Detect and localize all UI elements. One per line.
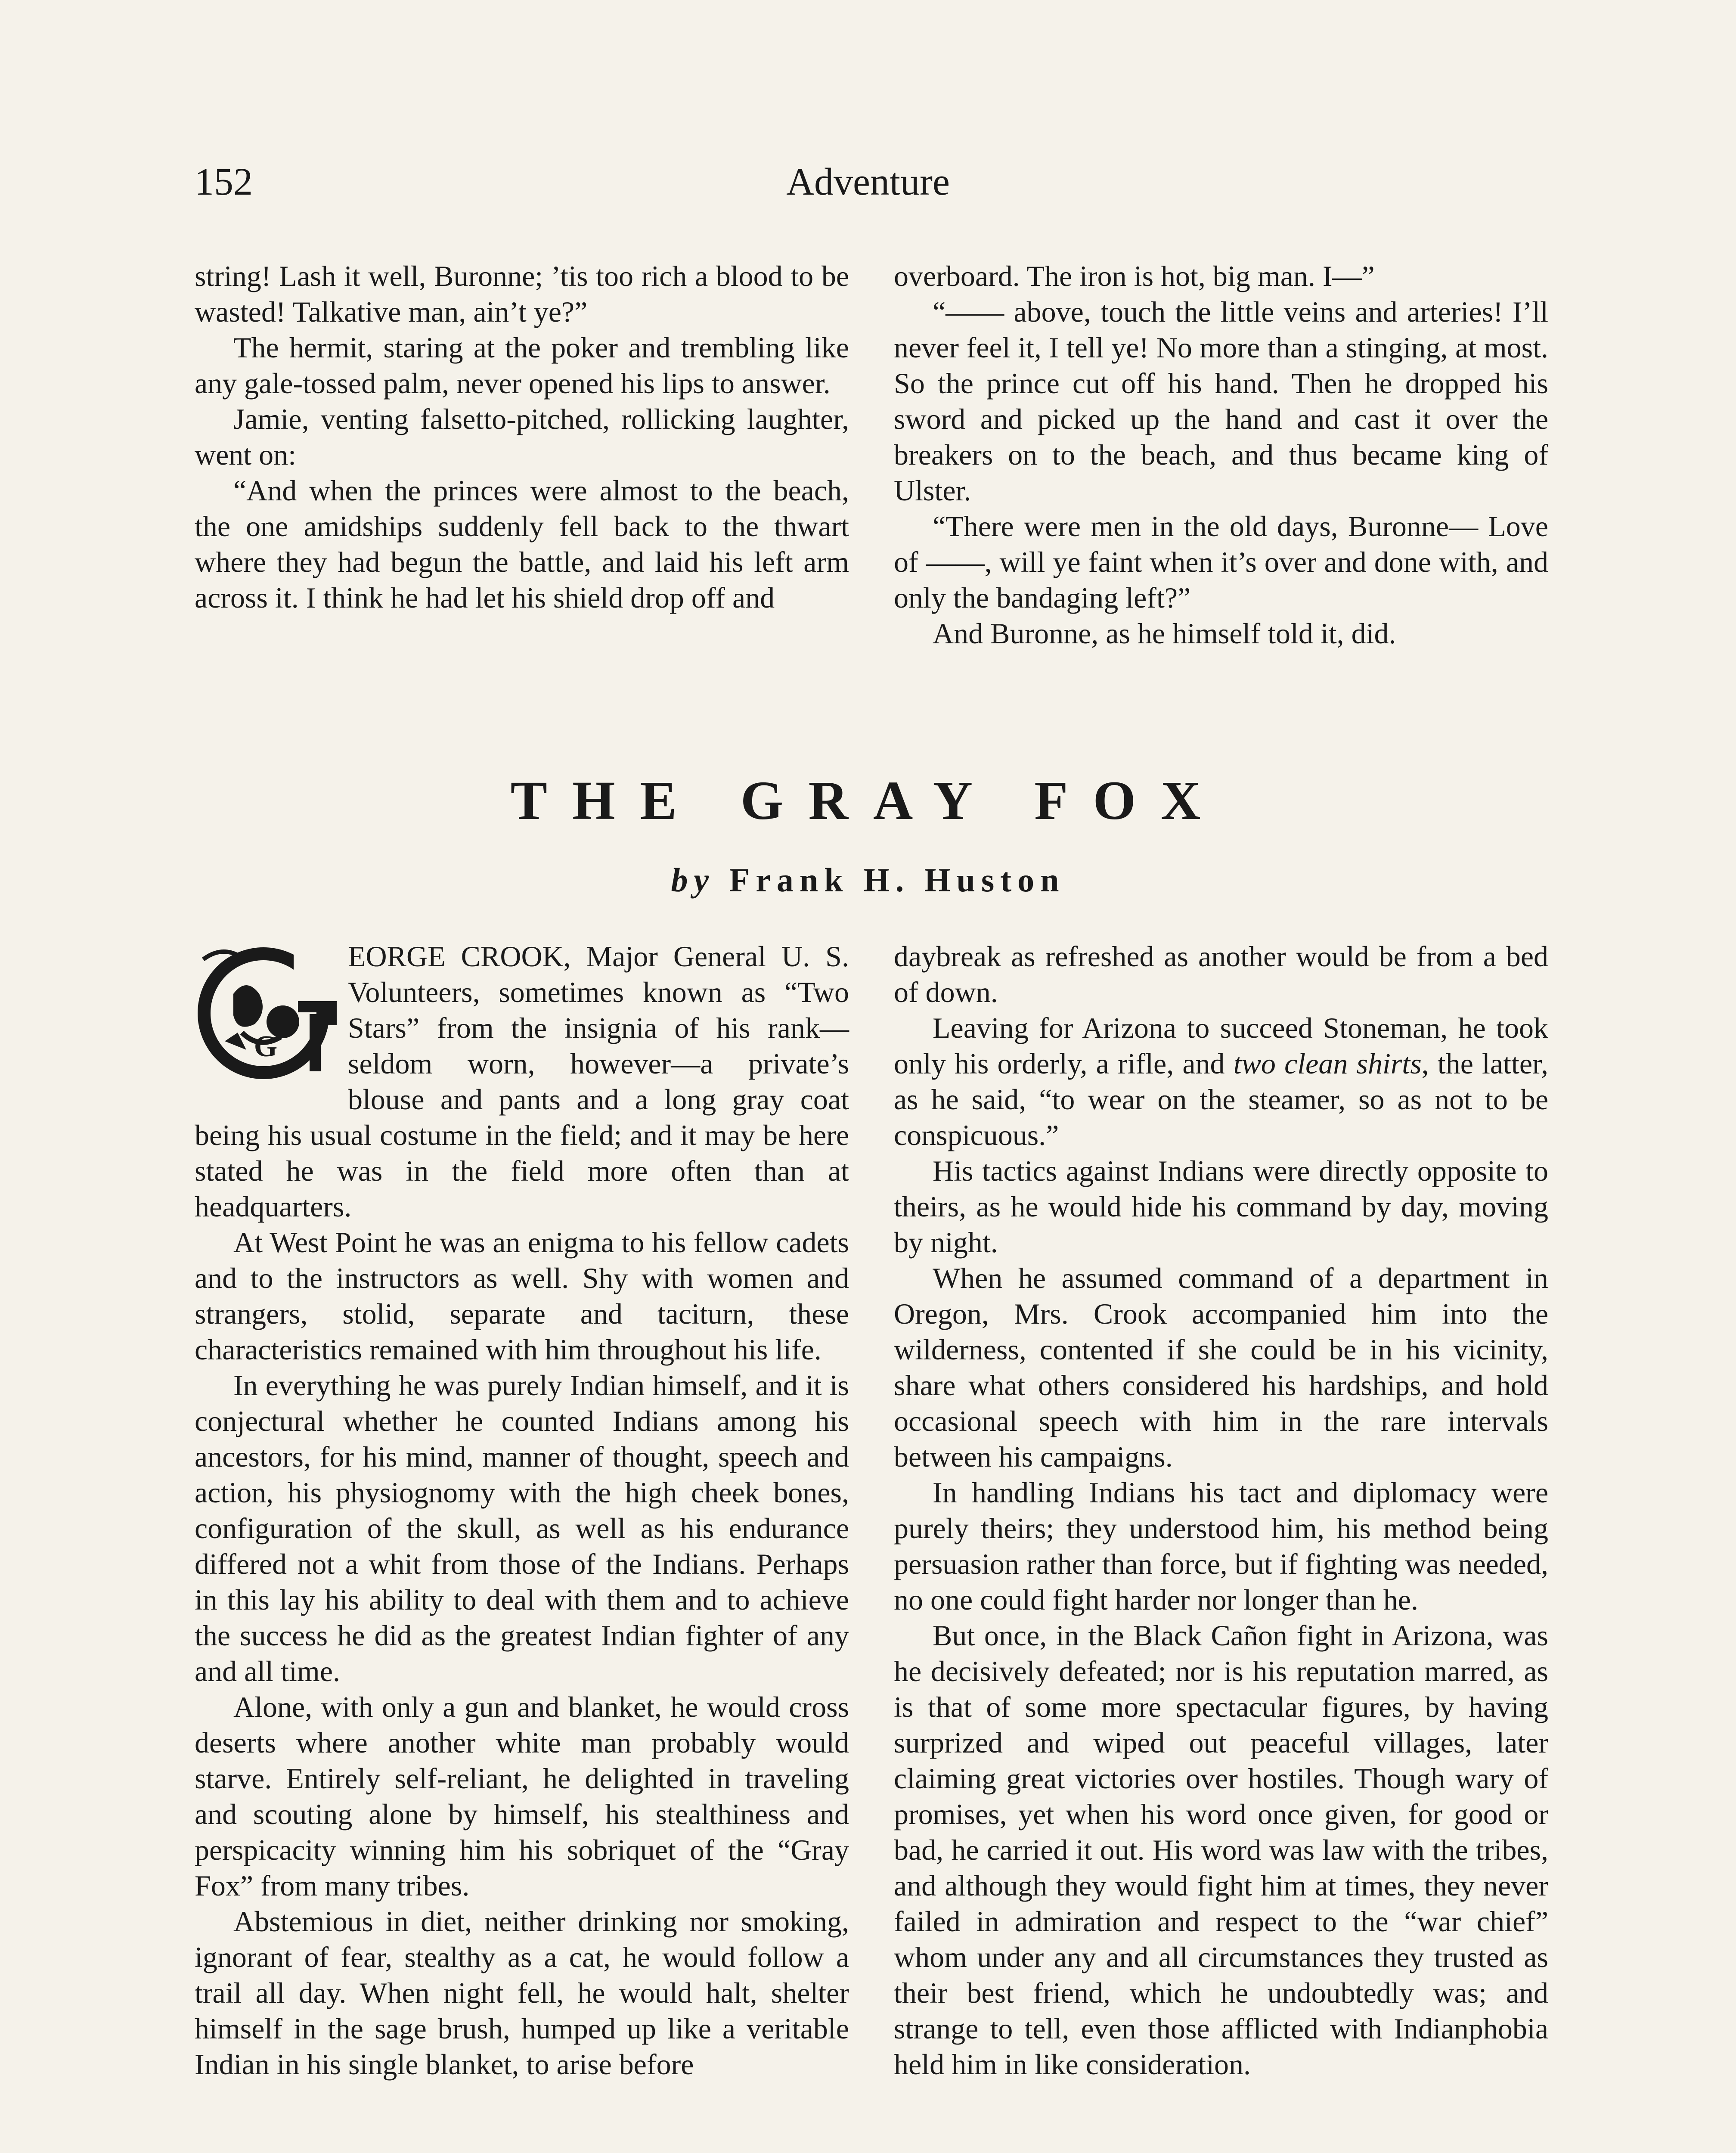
running-head: Adventure (786, 161, 950, 203)
paragraph: EORGE CROOK, Major General U. S. Volunteers, sometimes known as “Two Stars” from the insignia of his rank—seldom worn, however—a private’s blouse and pants and a long gray coat being his usual costume in the field; and it may be here stated he was in the field more often than at headquarters. (195, 940, 849, 1223)
paragraph: The hermit, staring at the poker and trembling like any gale-tossed palm, never opened his lips to answer. (195, 331, 849, 400)
article-right-column (894, 939, 1548, 2082)
byline-prefix: by (671, 861, 715, 899)
italic-text: two clean shirts (1233, 1047, 1422, 1080)
paragraph: But once, in the Black Cañon fight in Arizona, was he decisively defeated; nor is his reputation marred, as is that of some more spectacular figures, by having surprized and wiped out peaceful villages, later claiming great victories over hostiles. Though wary of promises, yet when his word once given, for good or bad, he carried it out. His word was law with the tribes, and although they would fight him at times, they never failed in admiration and respect to the “war chief” whom under any and all circumstances they trusted as their best friend, which he undoubtedly was; and strange to tell, even those afflicted with Indianphobia held him in like consideration. (894, 1619, 1548, 2081)
paragraph: Jamie, venting falsetto-pitched, rollicking laughter, went on: (195, 403, 849, 471)
story-end-left-column (195, 258, 849, 616)
page-number: 152 (195, 161, 253, 203)
paragraph: At West Point he was an enigma to his fellow cadets and to the instructors as well. Shy with women and strangers, stolid, separate and taciturn, these characteristics remained with him throughout his life. (195, 1226, 849, 1366)
story-end-right-column (894, 258, 1548, 651)
paragraph: Alone, with only a gun and blanket, he would cross deserts where another white man probably would starve. Entirely self-reliant, he delighted in traveling and scouting alone by himself, his stealthiness and perspicacity winning him his sobriquet of the “Gray Fox” from many tribes. (195, 1691, 849, 1902)
paragraph: In everything he was purely Indian himself, and it is conjectural whether he counted Indians among his ancestors, for his mind, manner of thought, speech and action, his physiognomy with the high cheek bones, configuration of the skull, as well as his endurance differed not a whit from those of the Indians. Perhaps in this lay his ability to deal with them and to achieve the success he did as the greatest Indian fighter of any and all time. (195, 1369, 849, 1688)
paragraph: When he assumed command of a department in Oregon, Mrs. Crook accompanied him into the wilderness, contented if she could be in his vicinity, share what others considered his hardships, and hold occasional speech with him in the rare intervals between his campaigns. (894, 1262, 1548, 1473)
paragraph: Abstemious in diet, neither drinking nor smoking, ignorant of fear, stealthy as a cat, he would follow a trail all day. When night fell, he would halt, shelter himself in the sage brush, humped up like a veritable Indian in his single blanket, to arise before (195, 1905, 849, 2081)
paragraph: string! Lash it well, Buronne; ’tis too rich a blood to be wasted! Talkative man, ain’t ye?” (195, 260, 849, 328)
paragraph (894, 1010, 1548, 1153)
paragraph: His tactics against Indians were directly opposite to theirs, as he would hide his command by day, moving by night. (894, 1154, 1548, 1259)
paragraph: overboard. The iron is hot, big man. I—” (894, 260, 1375, 292)
article-title: THE GRAY FOX (510, 770, 1226, 831)
paragraph: “—— above, touch the little veins and arteries! I’ll never feel it, I tell ye! No more than a stinging, at most. So the prince cut off his hand. Then he dropped his sword and picked up the hand and cast it over the breakers on to the beach, and thus became king of Ulster. (894, 295, 1548, 507)
paragraph: And Buronne, as he himself told it, did. (933, 617, 1396, 650)
paragraph: In handling Indians his tact and diplomacy were purely theirs; they understood him, his method being persuasion rather than force, but if fighting was needed, no one could fight harder nor longer than he. (894, 1476, 1548, 1616)
drop-cap-ornament (195, 942, 337, 1084)
paragraph: “And when the princes were almost to the beach, the one amidships suddenly fell back to the thwart where they had begun the battle, and laid his left arm across it. I think he had let his shield drop off and (195, 474, 849, 614)
byline-author: Frank H. Huston (729, 861, 1065, 899)
text-run: , the latter, as he said, “to wear on the steamer, so as not to be conspicuous.” (894, 1047, 1548, 1151)
article-left-column (195, 939, 849, 2082)
text-run: Leaving for Arizona to succeed Stoneman, he took only his orderly, a rifle, and (894, 1011, 1548, 1080)
article-byline (0, 863, 1736, 897)
paragraph: daybreak as refreshed as another would be from a bed of down. (894, 940, 1548, 1008)
drop-cap-letter: G (254, 1030, 278, 1063)
paragraph: “There were men in the old days, Buronne— Love of ——, will ye faint when it’s over and done with, and only the bandaging left?” (894, 510, 1548, 614)
